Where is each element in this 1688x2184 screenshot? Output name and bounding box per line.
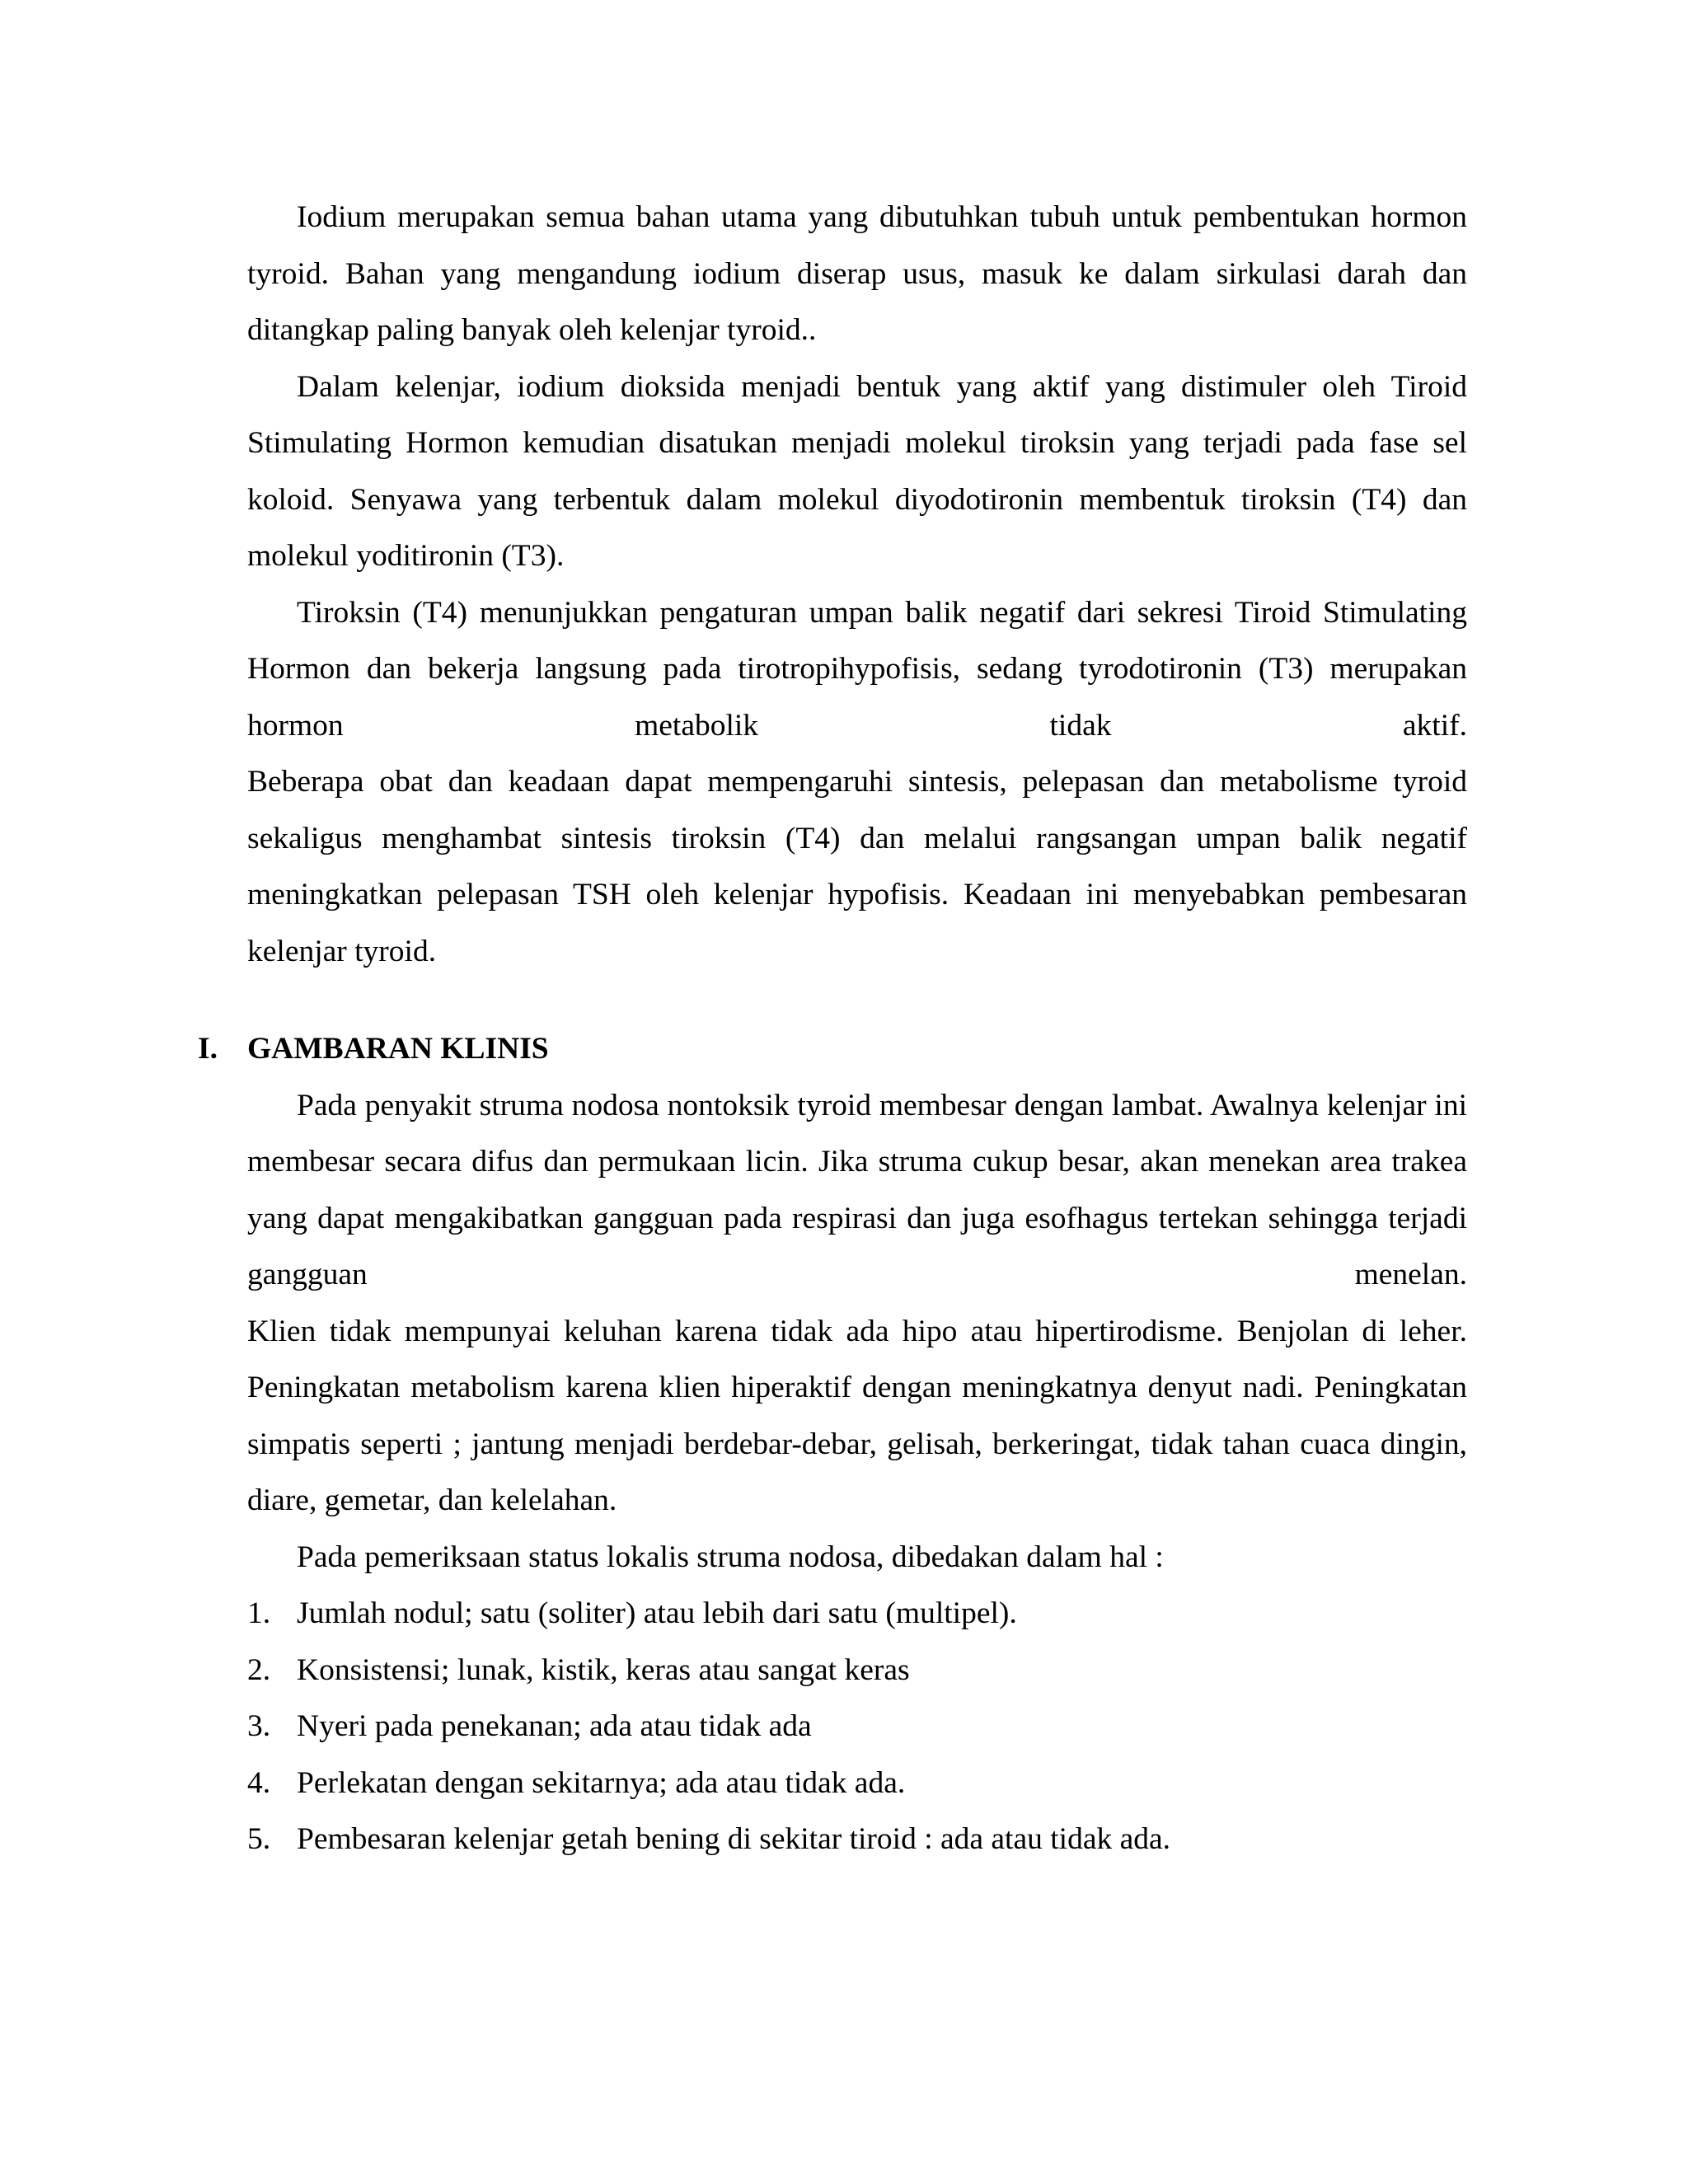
paragraph-obat: Beberapa obat dan keadaan dapat mempengaruhi sintesis, pelepasan dan metabolisme tyroid sekaligus menghambat sintesis tiroksin (T4) dan melalui rangsangan umpan balik negatif meningkatkan pelepasan TSH oleh kelenjar hypofisis. Keadaan ini menyebabkan pembesaran kelenjar tyroid. [247, 765, 1467, 968]
list-item-text: Nyeri pada penekanan; ada atau tidak ada [297, 1709, 812, 1743]
list-item-text: Pembesaran kelenjar getah bening di sekitar tiroid : ada atau tidak ada. [297, 1822, 1171, 1856]
document-body [198, 190, 1467, 1868]
paragraph-pemeriksaan: Pada pemeriksaan status lokalis struma nodosa, dibedakan dalam hal : [297, 1540, 1164, 1574]
list-item-number: 5. [247, 1822, 271, 1856]
paragraph-kelenjar: Dalam kelenjar, iodium dioksida menjadi bentuk yang aktif yang distimuler oleh Tiroid Stimulating Hormon kemudian disatukan menjadi molekul tiroksin yang terjadi pada fase sel koloid. Senyawa yang terbentuk dalam molekul diyodotironin membentuk tiroksin (T4) dan molekul yoditironin (T3). [247, 369, 1467, 573]
list-item-number: 3. [247, 1709, 271, 1743]
paragraph-iodium: Iodium merupakan semua bahan utama yang dibutuhkan tubuh untuk pembentukan hormon tyroid. Bahan yang mengandung iodium diserap usus, masuk ke dalam sirkulasi darah dan ditangkap paling banyak oleh kelenjar tyroid.. [247, 200, 1467, 347]
section-number: I. [198, 1032, 218, 1066]
list-item [247, 1586, 1467, 1643]
paragraph-tiroksin: Tiroksin (T4) menunjukkan pengaturan umpan balik negatif dari sekresi Tiroid Stimulating Hormon dan bekerja langsung pada tirotropihypofisis, sedang tyrodotironin (T3) merupakan hormon metabolik tidak aktif. [247, 595, 1467, 743]
list-item [247, 1699, 1467, 1755]
list-item-number: 2. [247, 1652, 271, 1687]
list-item [247, 1811, 1467, 1868]
list-item [247, 1643, 1467, 1699]
paragraph-struma: Pada penyakit struma nodosa nontoksik tyroid membesar dengan lambat. Awalnya kelenjar ini membesar secara difus dan permukaan licin. Jika struma cukup besar, akan menekan area trakea yang dapat mengakibatkan gangguan pada respirasi dan juga esofhagus tertekan sehingga terjadi gangguan menelan. [247, 1088, 1467, 1291]
list-item [247, 1755, 1467, 1812]
list-item-text: Perlekatan dengan sekitarnya; ada atau tidak ada. [297, 1765, 906, 1800]
list-item-number: 4. [247, 1765, 271, 1800]
section-heading [198, 1021, 1467, 1078]
list-item-text: Konsistensi; lunak, kistik, keras atau sangat keras [297, 1652, 910, 1687]
list-item-text: Jumlah nodul; satu (soliter) atau lebih dari satu (multipel). [297, 1596, 1017, 1630]
section-title: GAMBARAN KLINIS [247, 1032, 549, 1066]
criteria-list [247, 1586, 1467, 1868]
list-item-number: 1. [247, 1596, 271, 1630]
paragraph-klien: Klien tidak mempunyai keluhan karena tidak ada hipo atau hipertirodisme. Benjolan di leher. Peningkatan metabolism karena klien hiperaktif dengan meningkatnya denyut nadi. Peningkatan simpatis seperti ; jantung menjadi berdebar-debar, gelisah, berkeringat, tidak tahan cuaca dingin, diare, gemetar, dan kelelahan. [247, 1314, 1467, 1517]
